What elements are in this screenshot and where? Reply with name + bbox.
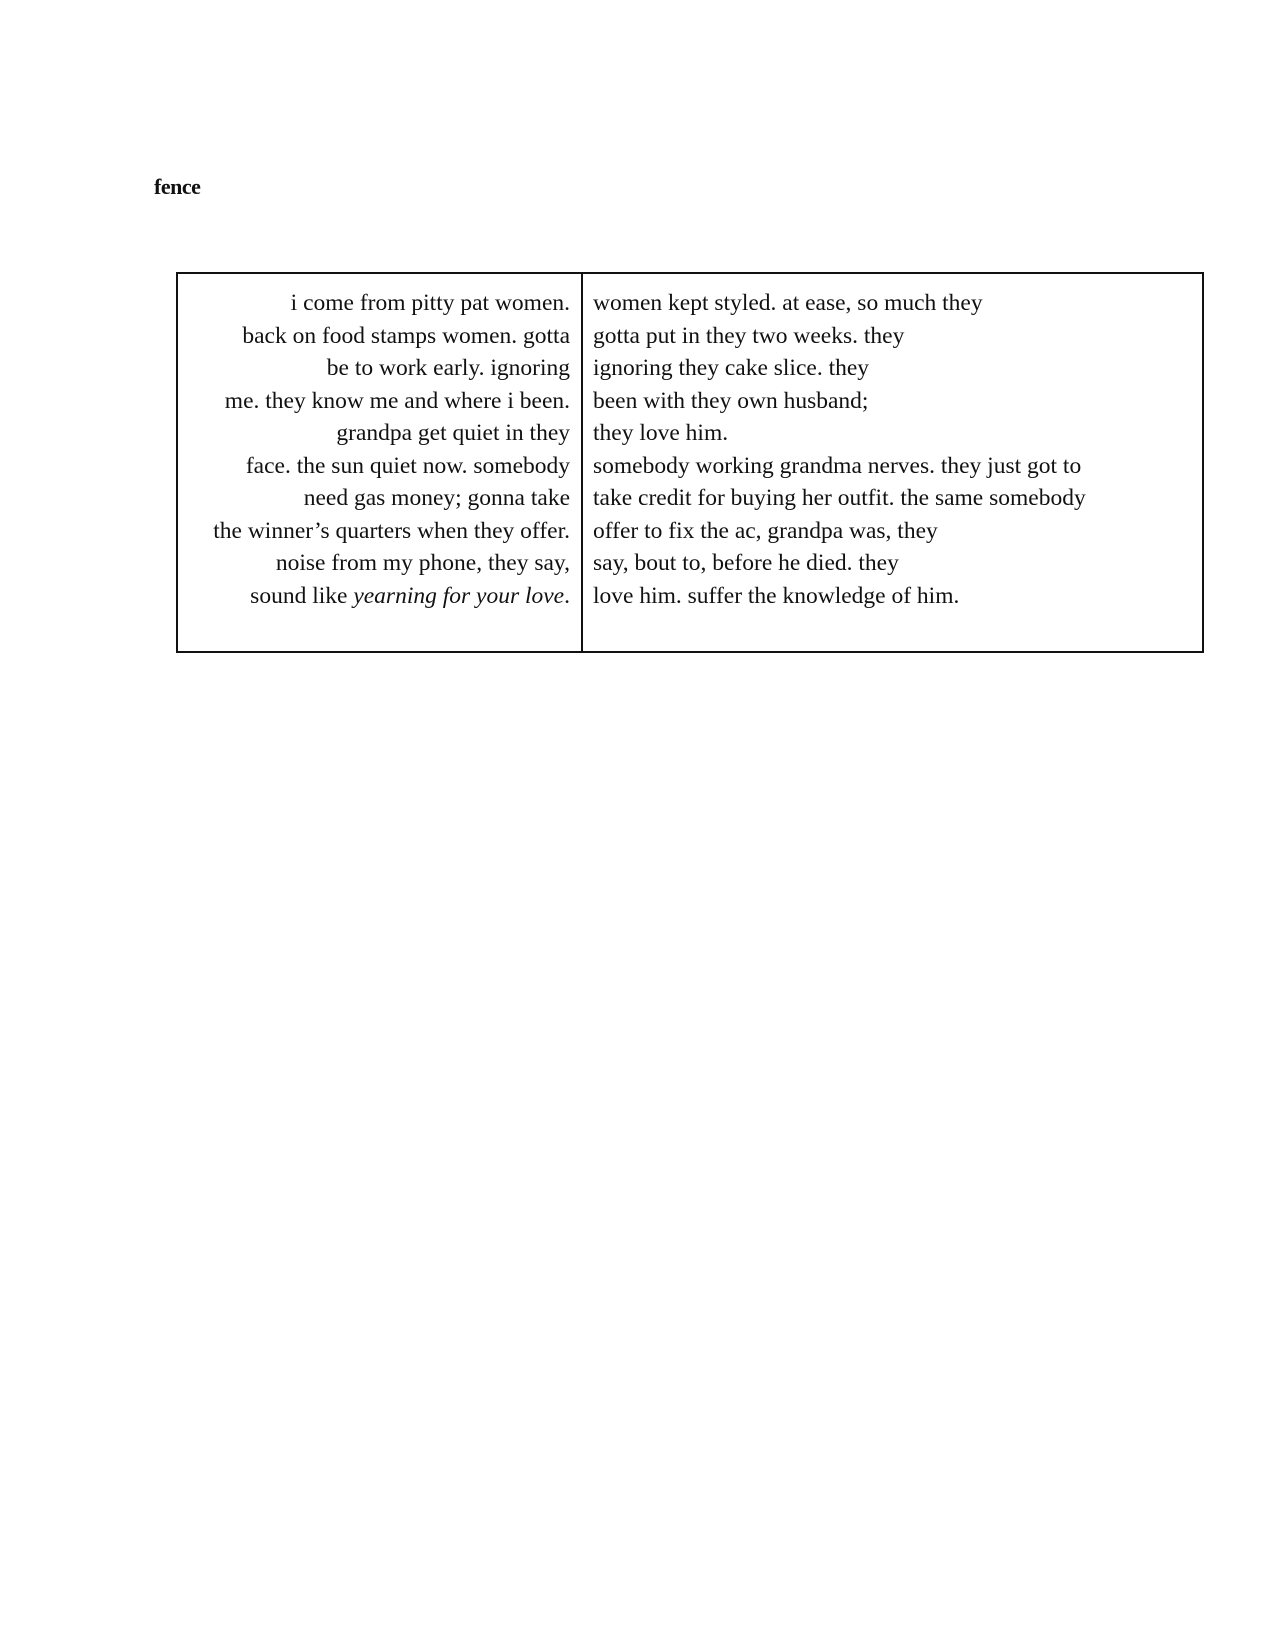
right-line: they love him.	[593, 420, 729, 446]
left-line: face. the sun quiet now. somebody	[245, 452, 570, 479]
right-line: love him. suffer the knowledge of him.	[593, 582, 960, 609]
right-column	[583, 274, 1202, 651]
left-line: be to work early. ignoring	[326, 355, 570, 381]
poem-table	[176, 272, 1204, 653]
left-line: me. they know me and where i been.	[224, 387, 570, 414]
left-line: the winner’s quarters when they offer.	[213, 517, 570, 544]
last-line-suffix: .	[564, 582, 570, 609]
right-line: gotta put in they two weeks. they	[593, 322, 905, 349]
right-line: been with they own husband;	[593, 387, 869, 414]
left-line: need gas money; gonna take	[303, 485, 570, 511]
left-line: back on food stamps women. gotta	[242, 322, 570, 349]
right-line: say, bout to, before he died. they	[593, 550, 899, 576]
right-line: women kept styled. at ease, so much they	[593, 290, 983, 316]
left-line: grandpa get quiet in they	[336, 420, 570, 446]
right-line: offer to fix the ac, grandpa was, they	[593, 517, 938, 544]
right-line: somebody working grandma nerves. they just got to	[593, 452, 1082, 479]
left-line: i come from pitty pat women.	[290, 290, 570, 316]
right-line: ignoring they cake slice. they	[593, 355, 870, 381]
left-line: noise from my phone, they say,	[275, 550, 570, 576]
right-line: take credit for buying her outfit. the same somebody	[593, 485, 1086, 511]
left-column	[178, 274, 583, 651]
left-line-last	[178, 580, 570, 613]
last-line-italic: yearning for your love	[353, 582, 565, 609]
last-line-prefix: sound like	[250, 582, 354, 609]
poem-title: fence	[154, 174, 201, 199]
